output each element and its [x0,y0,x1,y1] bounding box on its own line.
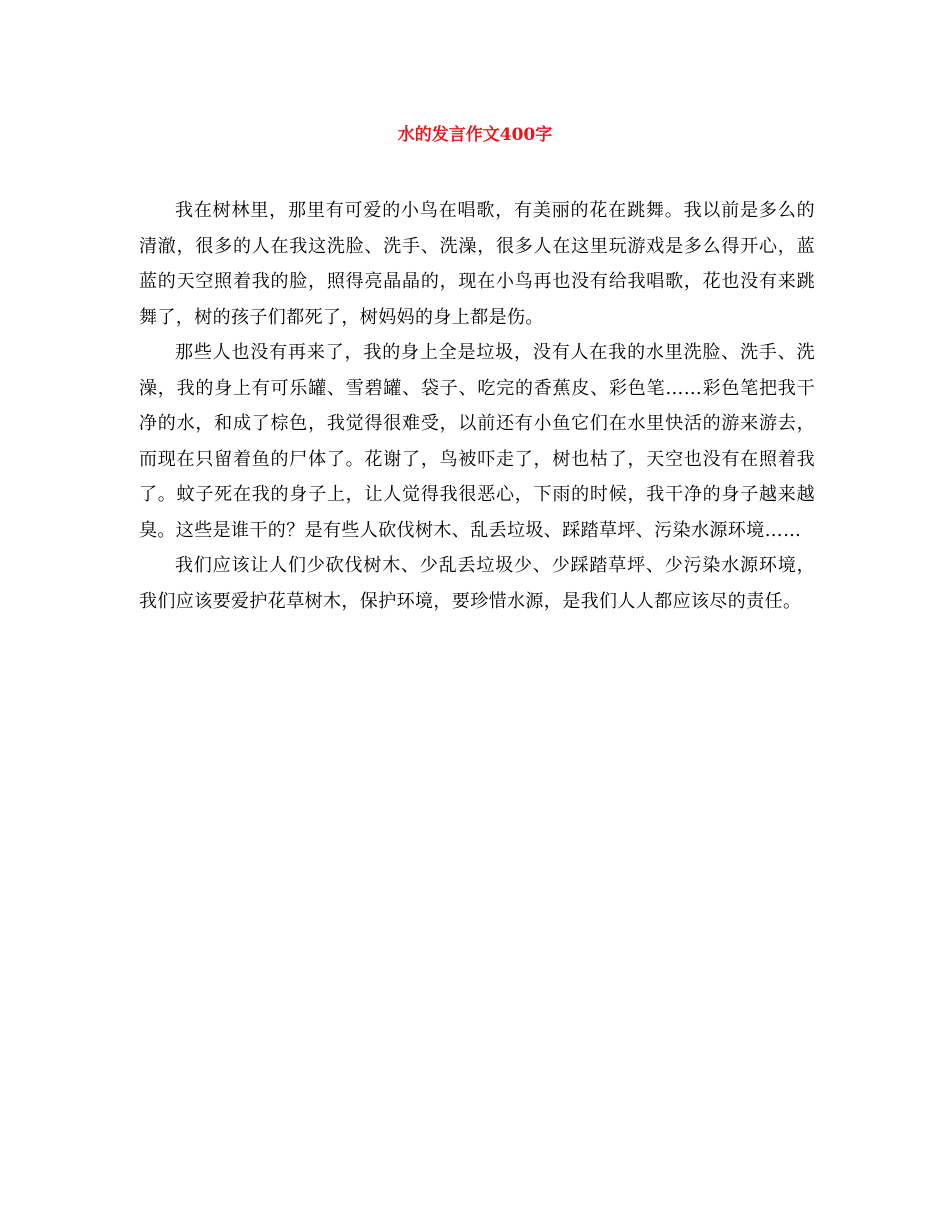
paragraph-3: 我们应该让人们少砍伐树木、少乱丢垃圾少、少踩踏草坪、少污染水源环境，我们应该要爱护花草树木，保护环境，要珍惜水源，是我们人人都应该尽的责任。 [139,555,815,612]
document-title: 水的发言作文400字 [397,125,553,145]
paragraph-2: 那些人也没有再来了，我的身上全是垃圾，没有人在我的水里洗脸、洗手、洗澡，我的身上有可乐罐、雪碧罐、袋子、吃完的香蕉皮、彩色笔……彩色笔把我干净的水，和成了棕色，我觉得很难受，以前还有小鱼它们在水里快活的游来游去，而现在只留着鱼的尸体了。花谢了，鸟被吓走了，树也枯了，天空也没有在照着我了。蚊子死在我的身子上，让人觉得我很恶心，下雨的时候，我干净的身子越来越臭。这些是谁干的？是有些人砍伐树木、乱丢垃圾、踩踏草坪、污染水源环境…… [139,342,815,541]
paragraph-1: 我在树林里，那里有可爱的小鸟在唱歌，有美丽的花在跳舞。我以前是多么的清澈，很多的人在我这洗脸、洗手、洗澡，很多人在这里玩游戏是多么得开心，蓝蓝的天空照着我的脸，照得亮晶晶的，现在小鸟再也没有给我唱歌，花也没有来跳舞了，树的孩子们都死了，树妈妈的身上都是伤。 [139,200,815,328]
document-body [139,193,815,619]
